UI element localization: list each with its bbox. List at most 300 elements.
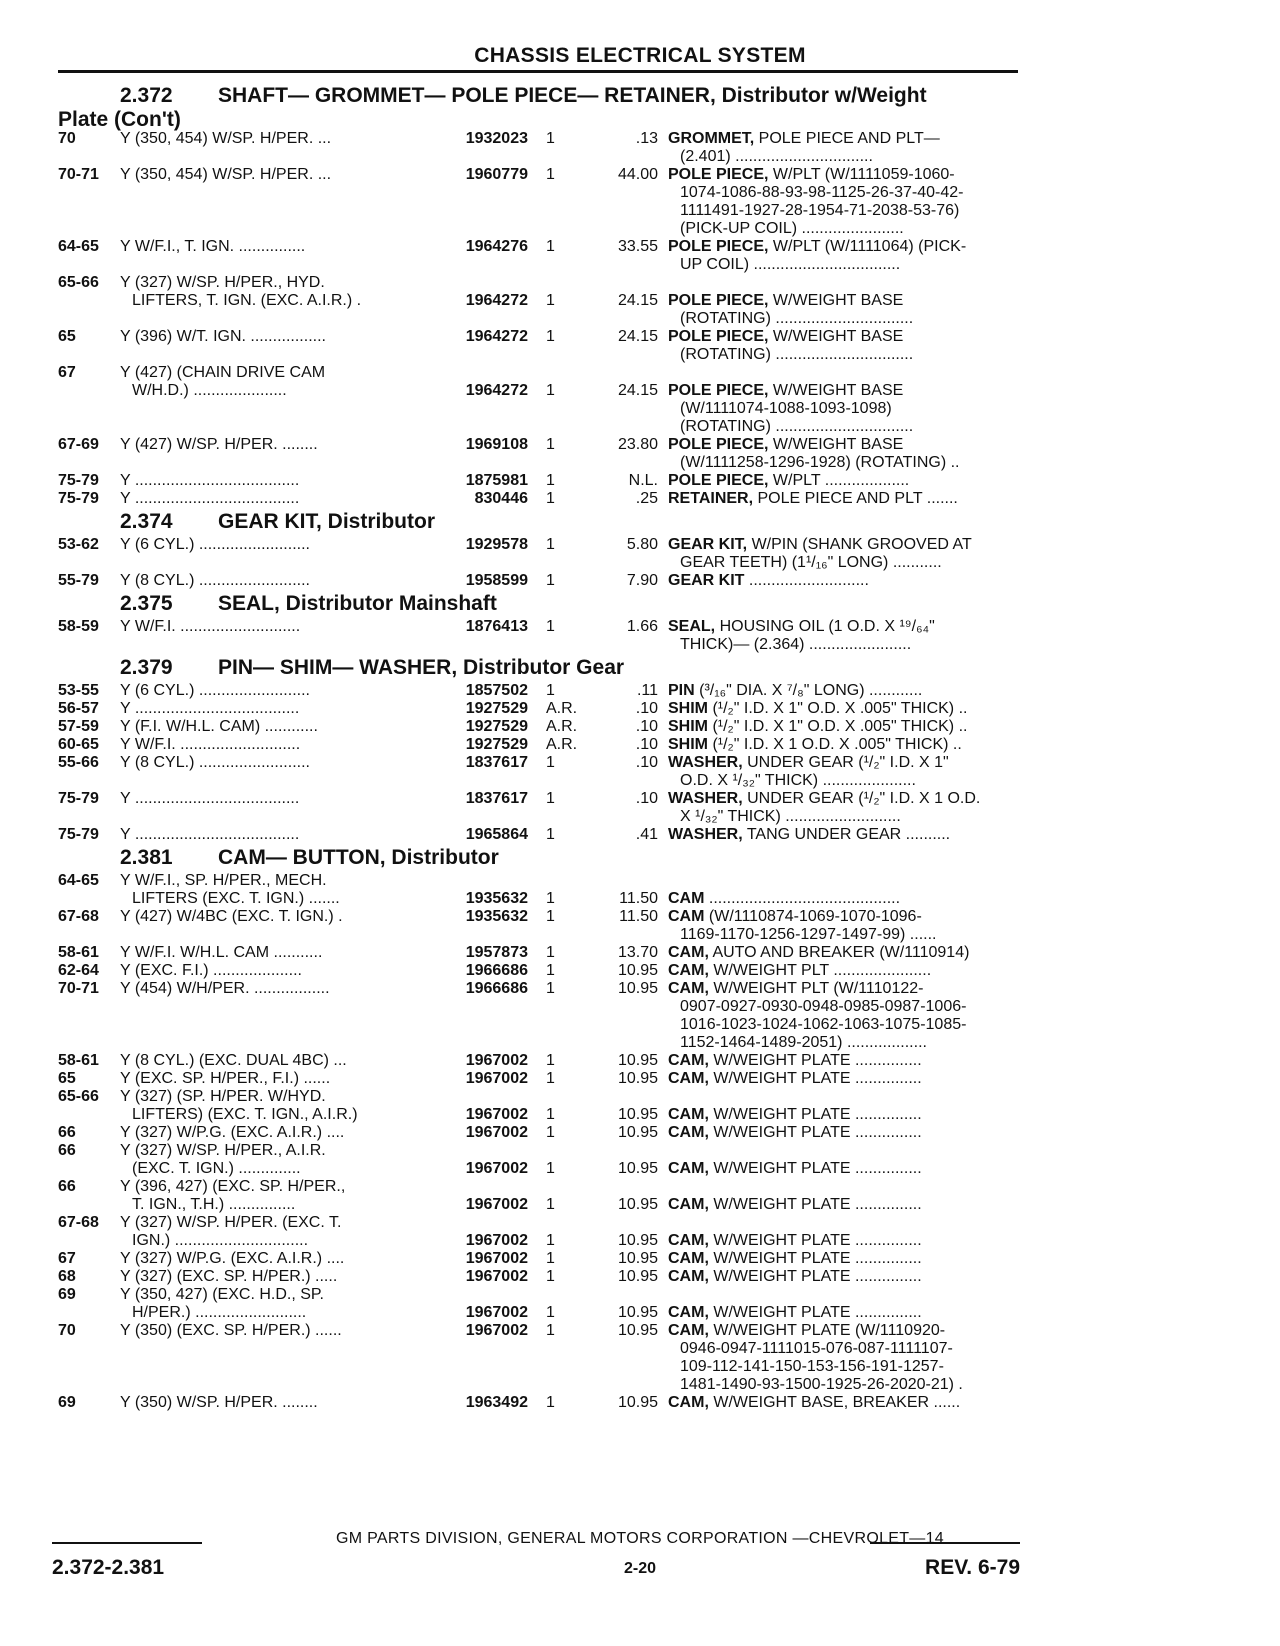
table-row (58, 1358, 1018, 1376)
model-years: 75-79 (58, 826, 99, 843)
model-years: 58-61 (58, 1052, 99, 1069)
description (668, 292, 1018, 310)
description-text: W/WEIGHT BASE (768, 436, 904, 453)
description-text: W/PLT (W/1111059-1060- (768, 166, 955, 183)
description (668, 926, 1030, 944)
part-number: 1927529 (465, 736, 528, 753)
price: .13 (635, 130, 658, 147)
quantity: 1 (546, 472, 555, 489)
table-row (58, 418, 1018, 436)
price: 10.95 (617, 1232, 658, 1249)
part-number: 1960779 (465, 166, 528, 183)
table-row (58, 772, 1018, 790)
application: Y W/F.I. W/H.L. CAM ........... (120, 944, 323, 961)
table-row (58, 238, 1018, 256)
application: Y (327) (SP. H/PER. W/HYD. (120, 1088, 326, 1105)
part-number: 1967002 (465, 1124, 528, 1141)
description-head: CAM, (668, 1394, 709, 1411)
description-text: W/WEIGHT PLATE ............... (708, 1250, 922, 1267)
description-head: WASHER, (668, 790, 743, 807)
description (668, 382, 1018, 400)
section-number: 2.381 (120, 846, 173, 869)
application: (EXC. T. IGN.) .............. (132, 1160, 301, 1177)
part-number: 1965864 (465, 826, 528, 843)
description (668, 618, 1018, 636)
model-years: 66 (58, 1124, 76, 1141)
application: Y (8 CYL.) ......................... (120, 754, 310, 771)
description (668, 1106, 1018, 1124)
part-number: 1876413 (465, 618, 528, 635)
section-number: 2.372 (120, 84, 173, 107)
table-row (58, 1304, 1018, 1322)
description-text: (ROTATING) ............................... (680, 346, 914, 363)
description (668, 1052, 1018, 1070)
parts-list (58, 82, 1018, 1412)
table-row (58, 980, 1018, 998)
description-text: 1074-1086-88-93-98-1125-26-37-40-42- (680, 184, 964, 201)
model-years: 66 (58, 1142, 76, 1159)
application: Y (EXC. SP. H/PER., F.I.) ...... (120, 1070, 331, 1087)
description (668, 826, 1018, 844)
application: T. IGN., T.H.) ............... (132, 1196, 296, 1213)
description-head: GEAR KIT (668, 572, 745, 589)
application: LIFTERS (EXC. T. IGN.) ....... (132, 890, 340, 907)
quantity: 1 (546, 944, 555, 961)
table-row (58, 382, 1018, 400)
application: Y (6 CYL.) ......................... (120, 536, 310, 553)
description (668, 808, 1030, 826)
part-number: 1967002 (465, 1106, 528, 1123)
description-text: W/WEIGHT BASE (768, 292, 904, 309)
table-row (58, 1124, 1018, 1142)
model-years: 75-79 (58, 790, 99, 807)
model-years: 65 (58, 328, 76, 345)
model-years: 53-55 (58, 682, 99, 699)
description (668, 1124, 1018, 1142)
description-text: AUTO AND BREAKER (W/1110914) (708, 944, 970, 961)
description (668, 130, 1018, 148)
description (668, 718, 1018, 736)
description (668, 1196, 1018, 1214)
description-text: 0907-0927-0930-0948-0985-0987-1006- (680, 998, 967, 1015)
model-years: 65 (58, 1070, 76, 1087)
description-text: POLE PIECE AND PLT— (754, 130, 940, 147)
section-heading (58, 82, 1018, 110)
part-number: 1964272 (465, 382, 528, 399)
section-heading (58, 590, 1018, 618)
description-text: 1016-1023-1024-1062-1063-1075-1085- (680, 1016, 967, 1033)
application: Y (396, 427) (EXC. SP. H/PER., (120, 1178, 346, 1195)
table-row (58, 1394, 1018, 1412)
description-text: W/WEIGHT PLATE ............... (708, 1052, 922, 1069)
quantity: 1 (546, 490, 555, 507)
description (668, 536, 1018, 554)
table-row (58, 700, 1018, 718)
model-years: 67-69 (58, 436, 99, 453)
price: 13.70 (617, 944, 658, 961)
quantity: 1 (546, 572, 555, 589)
section-heading (58, 110, 1018, 130)
page-title: CHASSIS ELECTRICAL SYSTEM (474, 44, 806, 67)
description-text: 1111491-1927-28-1954-71-2038-53-76) (680, 202, 960, 219)
model-years: 70 (58, 130, 76, 147)
price: 7.90 (626, 572, 658, 589)
description-text: W/WEIGHT PLATE ............... (708, 1196, 922, 1213)
footer-page-number: 2-20 (623, 1560, 657, 1577)
footer-section-range: 2.372-2.381 (52, 1556, 165, 1579)
description-text: (¹/₂" I.D. X 1 O.D. X .005" THICK) .. (708, 736, 962, 753)
quantity: 1 (546, 826, 555, 843)
quantity: 1 (546, 962, 555, 979)
quantity: 1 (546, 1196, 555, 1213)
description-head: POLE PIECE, (668, 382, 769, 399)
model-years: 67 (58, 1250, 76, 1267)
price: 1.66 (626, 618, 658, 635)
part-number: 1875981 (465, 472, 528, 489)
description (668, 890, 1018, 908)
section-name: PIN— SHIM— WASHER, Distributor Gear (218, 656, 625, 679)
quantity: 1 (546, 166, 555, 183)
price: .11 (636, 682, 658, 699)
model-years: 70 (58, 1322, 76, 1339)
table-row (58, 472, 1018, 490)
quantity: 1 (546, 890, 555, 907)
application: Y (327) (EXC. SP. H/PER.) ..... (120, 1268, 338, 1285)
application: Y (327) W/P.G. (EXC. A.I.R.) .... (120, 1250, 345, 1267)
description-text: W/WEIGHT PLATE ............... (708, 1268, 922, 1285)
description-head: CAM, (668, 1268, 709, 1285)
application: Y (396) W/T. IGN. ................. (120, 328, 326, 345)
application: Y (427) W/4BC (EXC. T. IGN.) . (120, 908, 343, 925)
description-head: SHIM (668, 736, 708, 753)
price: 10.95 (617, 1268, 658, 1285)
table-row (58, 1106, 1018, 1124)
quantity: 1 (546, 980, 555, 997)
application: Y ..................................... (120, 790, 300, 807)
description-text: X ¹/₃₂" THICK) .......................... (680, 808, 901, 825)
table-row (58, 872, 1018, 890)
part-number: 1857502 (465, 682, 528, 699)
description-head: CAM, (668, 1322, 709, 1339)
table-row (58, 1250, 1018, 1268)
table-row (58, 736, 1018, 754)
description (668, 682, 1018, 700)
application: Y W/F.I. ........................... (120, 736, 301, 753)
description (668, 490, 1018, 508)
price: 11.50 (619, 890, 658, 907)
footer-publisher: GM PARTS DIVISION, GENERAL MOTORS CORPORATION —CHEVROLET—14 (335, 1530, 945, 1547)
table-row (58, 184, 1018, 202)
description (668, 1340, 1030, 1358)
part-number: 1927529 (465, 700, 528, 717)
description-text: POLE PIECE AND PLT ....... (753, 490, 958, 507)
section-number: 2.374 (120, 510, 173, 533)
model-years: 67-68 (58, 1214, 99, 1231)
table-row (58, 1016, 1018, 1034)
model-years: 57-59 (58, 718, 99, 735)
description (668, 472, 1018, 490)
table-row (58, 908, 1018, 926)
section-name: CAM— BUTTON, Distributor (218, 846, 499, 869)
application: Y (F.I. W/H.L. CAM) ............ (120, 718, 318, 735)
table-row (58, 1340, 1018, 1358)
application: H/PER.) ......................... (132, 1304, 307, 1321)
description-text: W/WEIGHT PLATE ............... (708, 1070, 922, 1087)
quantity: 1 (546, 1232, 555, 1249)
price: 33.55 (617, 238, 658, 255)
quantity: 1 (546, 1322, 555, 1339)
section-name: SHAFT— GROMMET— POLE PIECE— RETAINER, Distributor w/Weight (218, 84, 927, 107)
model-years: 65-66 (58, 1088, 99, 1105)
part-number: 1967002 (465, 1304, 528, 1321)
description (668, 148, 1030, 166)
description (668, 998, 1030, 1016)
description-text: THICK)— (2.364) ....................... (680, 636, 912, 653)
description-text: (W/1111074-1088-1093-1098) (680, 400, 892, 417)
description-head: POLE PIECE, (668, 328, 769, 345)
description (668, 944, 1018, 962)
price: 24.15 (617, 382, 658, 399)
table-row (58, 310, 1018, 328)
description (668, 202, 1030, 220)
quantity: A.R. (546, 736, 578, 753)
quantity: 1 (546, 1160, 555, 1177)
part-number: 1958599 (465, 572, 528, 589)
description-head: CAM, (668, 1232, 709, 1249)
part-number: 1837617 (465, 754, 528, 771)
description (668, 436, 1018, 454)
price: 10.95 (617, 1196, 658, 1213)
description (668, 962, 1018, 980)
part-number: 1964272 (465, 328, 528, 345)
table-row (58, 998, 1018, 1016)
header-rule (58, 70, 1018, 73)
table-row (58, 790, 1018, 808)
description-text: O.D. X ¹/₃₂" THICK) ..................... (680, 772, 916, 789)
application: Y (350, 454) W/SP. H/PER. ... (120, 166, 332, 183)
description-text: (¹/₂" I.D. X 1" O.D. X .005" THICK) .. (708, 700, 968, 717)
description-text: 1481-1490-93-1500-1925-26-2020-21) . (680, 1376, 963, 1393)
table-row (58, 454, 1018, 472)
description-text: W/WEIGHT BASE, BREAKER ...... (708, 1394, 961, 1411)
description-text: (ROTATING) ............................... (680, 310, 914, 327)
description-text: UNDER GEAR (¹/₂" I.D. X 1 O.D. (742, 790, 981, 807)
quantity: 1 (546, 908, 555, 925)
application: Y (427) W/SP. H/PER. ........ (120, 436, 318, 453)
description-head: POLE PIECE, (668, 238, 769, 255)
description-text: TANG UNDER GEAR .......... (742, 826, 951, 843)
description (668, 1394, 1018, 1412)
description (668, 238, 1018, 256)
description (668, 454, 1030, 472)
table-row (58, 220, 1018, 238)
application: Y (8 CYL.) (EXC. DUAL 4BC) ... (120, 1052, 347, 1069)
description-text: W/WEIGHT PLATE ............... (708, 1304, 922, 1321)
application: Y (350) W/SP. H/PER. ........ (120, 1394, 318, 1411)
application: Y (350, 427) (EXC. H.D., SP. (120, 1286, 324, 1303)
table-row (58, 1232, 1018, 1250)
quantity: A.R. (546, 700, 578, 717)
quantity: 1 (546, 1250, 555, 1267)
description (668, 772, 1030, 790)
quantity: 1 (546, 130, 555, 147)
description-head: CAM, (668, 962, 709, 979)
model-years: 66 (58, 1178, 76, 1195)
price: 10.95 (617, 1250, 658, 1267)
description-head: CAM, (668, 1160, 709, 1177)
price: .10 (635, 718, 658, 735)
description-head: GEAR KIT, (668, 536, 748, 553)
section-heading (58, 844, 1018, 872)
model-years: 60-65 (58, 736, 99, 753)
part-number: 1967002 (465, 1232, 528, 1249)
description-text: 0946-0947-1111015-076-087-1111107- (680, 1340, 953, 1357)
description (668, 1376, 1030, 1394)
description-text: W/PLT ................... (768, 472, 910, 489)
description-head: SHIM (668, 700, 708, 717)
table-row (58, 808, 1018, 826)
description-head: CAM, (668, 1304, 709, 1321)
description (668, 1070, 1018, 1088)
model-years: 67 (58, 364, 76, 381)
quantity: 1 (546, 436, 555, 453)
table-row (58, 346, 1018, 364)
model-years: 65-66 (58, 274, 99, 291)
description (668, 400, 1030, 418)
description-head: CAM, (668, 980, 709, 997)
application: IGN.) .............................. (132, 1232, 309, 1249)
model-years: 68 (58, 1268, 76, 1285)
description-text: W/WEIGHT PLT ...................... (708, 962, 932, 979)
table-row (58, 364, 1018, 382)
description-head: CAM, (668, 1250, 709, 1267)
description-text: W/WEIGHT BASE (768, 328, 904, 345)
description (668, 736, 1018, 754)
description-head: SEAL, (668, 618, 716, 635)
description-head: CAM, (668, 1106, 709, 1123)
price: .25 (635, 490, 658, 507)
description-text: UP COIL) ................................. (680, 256, 901, 273)
quantity: 1 (546, 682, 555, 699)
price: 10.95 (617, 1394, 658, 1411)
application: LIFTERS, T. IGN. (EXC. A.I.R.) . (132, 292, 362, 309)
model-years: 70-71 (58, 980, 99, 997)
description-head: POLE PIECE, (668, 292, 769, 309)
model-years: 67-68 (58, 908, 99, 925)
table-row (58, 890, 1018, 908)
model-years: 70-71 (58, 166, 99, 183)
description-head: CAM, (668, 1196, 709, 1213)
description-text: W/WEIGHT PLATE ............... (708, 1160, 922, 1177)
section-name: GEAR KIT, Distributor (218, 510, 436, 533)
description (668, 1160, 1018, 1178)
quantity: 1 (546, 1106, 555, 1123)
description-head: GROMMET, (668, 130, 755, 147)
price: 10.95 (617, 1322, 658, 1339)
description (668, 346, 1030, 364)
description (668, 328, 1018, 346)
table-row (58, 572, 1018, 590)
description-text: W/WEIGHT PLATE ............... (708, 1106, 922, 1123)
quantity: 1 (546, 382, 555, 399)
application: Y (327) W/SP. H/PER., A.I.R. (120, 1142, 326, 1159)
part-number: 1837617 (465, 790, 528, 807)
description-text: 1152-1464-1489-2051) .................. (680, 1034, 927, 1051)
table-row (58, 274, 1018, 292)
quantity: 1 (546, 790, 555, 807)
part-number: 1957873 (465, 944, 528, 961)
quantity: 1 (546, 536, 555, 553)
description-text: 109-112-141-150-153-156-191-1257- (680, 1358, 944, 1375)
table-row (58, 554, 1018, 572)
description-text: W/WEIGHT BASE (768, 382, 904, 399)
part-number: 1935632 (465, 890, 528, 907)
table-row (58, 1322, 1018, 1340)
table-row (58, 292, 1018, 310)
description-text: ........................................... (704, 890, 901, 907)
table-row (58, 826, 1018, 844)
table-row (58, 1286, 1018, 1304)
part-number: 1969108 (465, 436, 528, 453)
description (668, 256, 1030, 274)
description-head: CAM (668, 890, 705, 907)
quantity: 1 (546, 1124, 555, 1141)
table-row (58, 166, 1018, 184)
footer-revision: REV. 6-79 (925, 1556, 1020, 1579)
application: Y ..................................... (120, 490, 300, 507)
price: .10 (635, 700, 658, 717)
description-text: W/WEIGHT PLATE (W/1110920- (708, 1322, 946, 1339)
description-head: SHIM (668, 718, 708, 735)
model-years: 75-79 (58, 472, 99, 489)
table-row (58, 944, 1018, 962)
description-head: CAM (668, 908, 705, 925)
quantity: 1 (546, 1052, 555, 1069)
price: 11.50 (619, 908, 658, 925)
model-years: 69 (58, 1286, 76, 1303)
description-text: (2.401) ............................... (680, 148, 873, 165)
model-years: 62-64 (58, 962, 99, 979)
description (668, 980, 1018, 998)
description-text: 1169-1170-1256-1297-1497-99) ...... (680, 926, 937, 943)
description (668, 790, 1018, 808)
price: 23.80 (617, 436, 658, 453)
model-years: 64-65 (58, 872, 99, 889)
description-text: W/WEIGHT PLT (W/1110122- (708, 980, 924, 997)
description (668, 310, 1030, 328)
description-head: CAM, (668, 1052, 709, 1069)
description-text: (³/₁₆" DIA. X ⁷/₈" LONG) ............ (694, 682, 923, 699)
quantity: 1 (546, 618, 555, 635)
table-row (58, 1214, 1018, 1232)
description-head: CAM, (668, 944, 709, 961)
description-text: HOUSING OIL (1 O.D. X ¹⁹/₆₄" (715, 618, 935, 635)
description-head: CAM, (668, 1070, 709, 1087)
table-row (58, 1196, 1018, 1214)
description-text: W/WEIGHT PLATE ............... (708, 1124, 922, 1141)
price: 10.95 (617, 1160, 658, 1177)
description (668, 1232, 1018, 1250)
application: Y ..................................... (120, 826, 300, 843)
price: 24.15 (617, 292, 658, 309)
description-text: ........................... (744, 572, 869, 589)
table-row (58, 962, 1018, 980)
price: 10.95 (617, 1070, 658, 1087)
price: .41 (635, 826, 658, 843)
description-text: (W/1110874-1069-1070-1096- (704, 908, 922, 925)
price: 10.95 (617, 1052, 658, 1069)
description-text: W/WEIGHT PLATE ............... (708, 1232, 922, 1249)
